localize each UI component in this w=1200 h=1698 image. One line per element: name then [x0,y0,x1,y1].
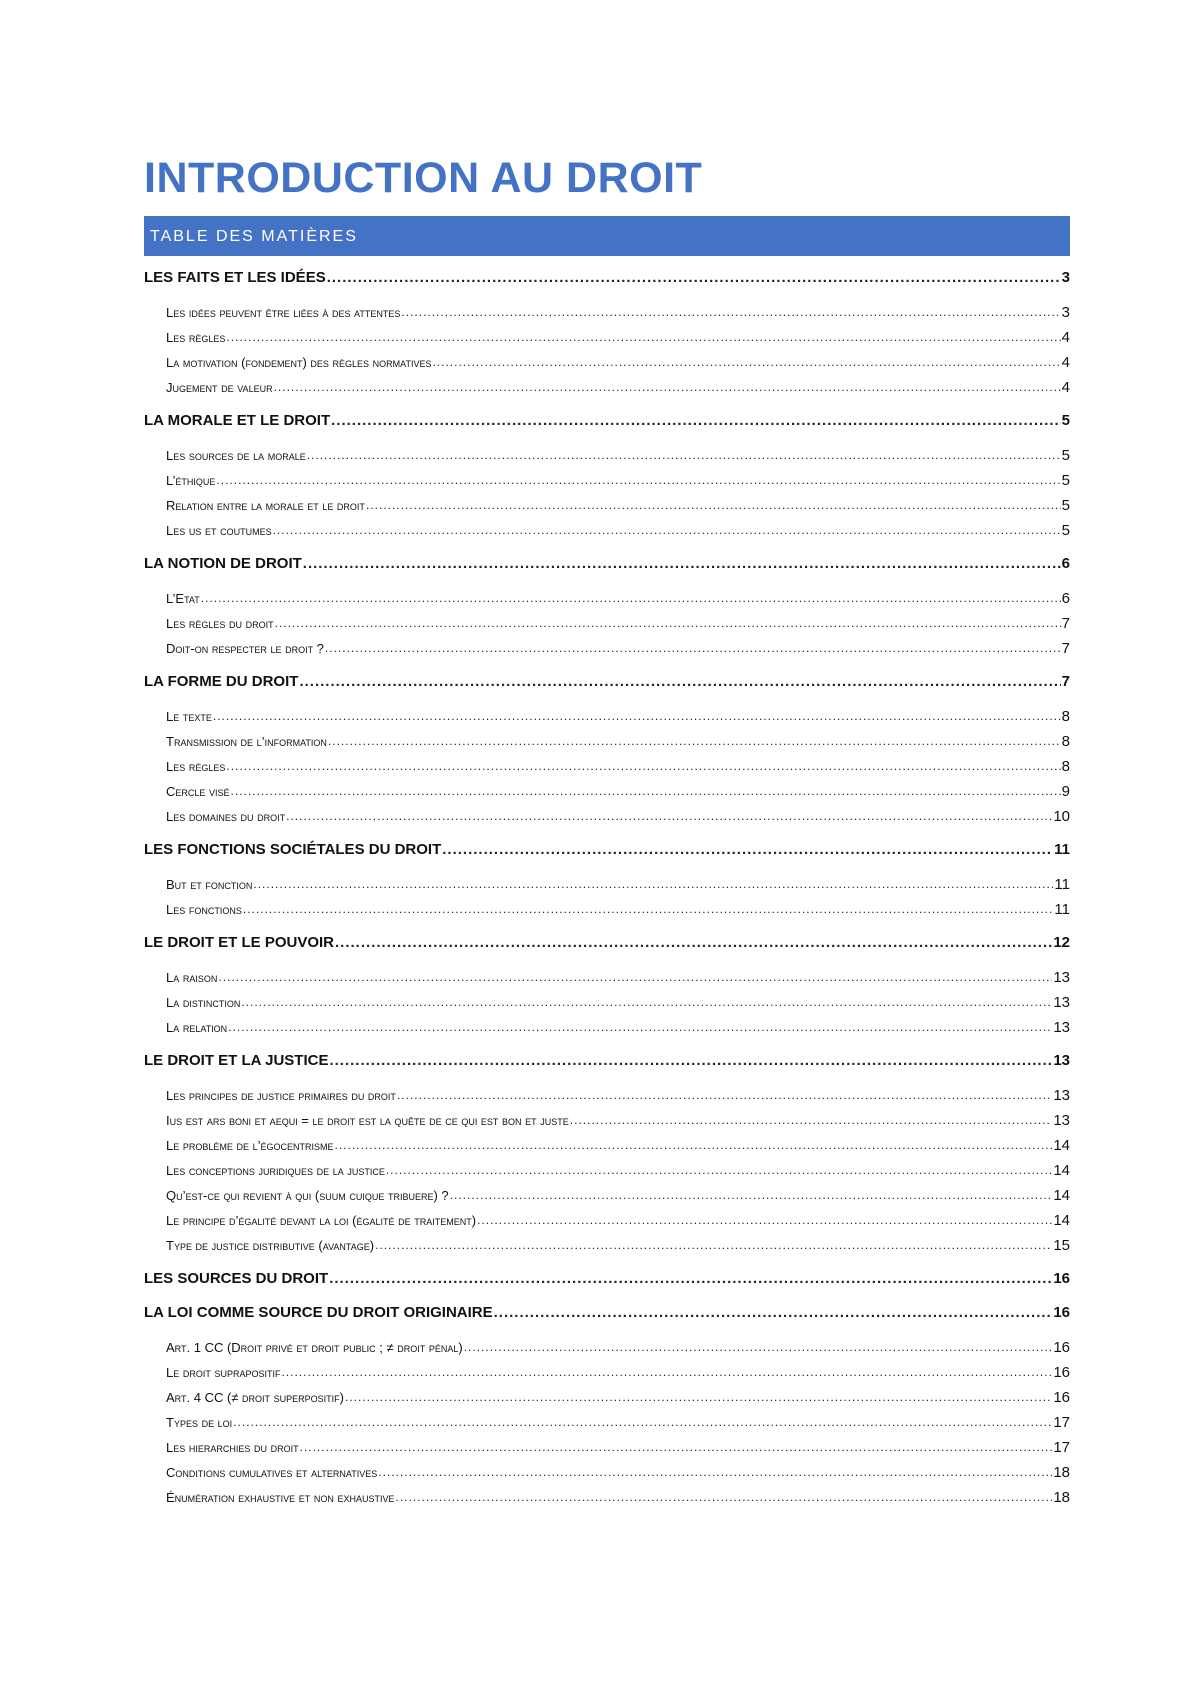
toc-page-number: 6 [1061,590,1070,607]
toc-page-number: 8 [1061,758,1070,775]
toc-subsection-title: Les us et coutumes [166,523,272,538]
toc-section-title: LA MORALE ET LE DROIT [144,412,331,429]
toc-page-number: 16 [1053,1364,1070,1381]
toc-page-number: 11 [1054,876,1070,893]
toc-page-number: 5 [1061,497,1070,514]
toc-subsection-entry[interactable] [144,325,1070,350]
toc-subsection-entry[interactable] [144,350,1070,375]
toc-subsection-entry[interactable] [144,468,1070,493]
toc-section-entry[interactable] [144,1267,1070,1291]
toc-page-number: 17 [1053,1414,1070,1431]
dot-leader [226,754,1060,779]
toc-subsection-entry[interactable] [144,1158,1070,1183]
toc-subsection-entry[interactable] [144,1385,1070,1410]
toc-subsection-entry[interactable] [144,1435,1070,1460]
toc-section-title: LA LOI COMME SOURCE DU DROIT ORIGINAIRE [144,1304,493,1321]
toc-section [144,409,1070,543]
toc-page-number: 7 [1061,615,1070,632]
dot-leader [329,1049,1052,1073]
toc-subsection-title: Les conceptions juridiques de la justice [166,1163,385,1178]
toc-subsection-entry[interactable] [144,636,1070,661]
toc-page-number: 4 [1061,329,1070,346]
dot-leader [213,704,1061,729]
toc-section-entry[interactable] [144,931,1070,955]
toc-subsection-title: Les idées peuvent être liées à des attentes [166,305,401,320]
dot-leader [570,1108,1053,1133]
dot-leader [253,872,1053,897]
toc-page-number: 15 [1053,1237,1070,1254]
toc-subsection-entry[interactable] [144,1183,1070,1208]
toc-subsection-title: Doit-on respecter le droit ? [166,641,324,656]
toc-subsection-title: Transmission de l’information [166,734,327,749]
toc-subsection-entry[interactable] [144,586,1070,611]
toc-section-title: LA FORME DU DROIT [144,673,299,690]
toc-section-title: LE DROIT ET LA JUSTICE [144,1052,329,1069]
toc-subsection-title: La relation [166,1020,228,1035]
toc-page-number: 6 [1061,555,1070,572]
table-of-contents [144,266,1070,1510]
toc-subsection-entry[interactable] [144,965,1070,990]
dot-leader [494,1301,1053,1325]
toc-page-number: 13 [1053,1052,1070,1069]
toc-page-number: 13 [1053,969,1070,986]
dot-leader [226,325,1060,350]
toc-page-number: 17 [1053,1439,1070,1456]
toc-subsection-title: Jugement de valeur [166,380,273,395]
toc-subsection-title: Cercle visé [166,784,230,799]
toc-subsection-title: La raison [166,970,218,985]
toc-page-number: 14 [1053,1187,1070,1204]
dot-leader [299,670,1060,694]
toc-subsection-title: L’éthique [166,473,216,488]
toc-section-entry[interactable] [144,409,1070,433]
dot-leader [401,300,1060,325]
dot-leader [335,1133,1053,1158]
toc-page-number: 3 [1061,269,1070,286]
dot-leader [328,729,1061,754]
dot-leader [442,838,1053,862]
toc-page-number: 9 [1061,783,1070,800]
toc-subsection-title: Le principe d’égalité devant la loi (égalité de traitement) [166,1213,477,1228]
dot-leader [231,779,1061,804]
dot-leader [281,1360,1052,1385]
dot-leader [386,1158,1052,1183]
toc-subsection-entry[interactable] [144,779,1070,804]
dot-leader [329,1267,1052,1291]
toc-page-number: 14 [1053,1212,1070,1229]
dot-leader [366,493,1061,518]
toc-subsection-entry[interactable] [144,1485,1070,1510]
toc-page-number: 5 [1061,412,1070,429]
toc-section-title: LA NOTION DE DROIT [144,555,302,572]
toc-subsection-title: Les règles [166,330,226,345]
toc-subsection-entry[interactable] [144,1335,1070,1360]
toc-page-number: 11 [1054,901,1070,918]
toc-section [144,1267,1070,1291]
toc-page-number: 4 [1061,354,1070,371]
toc-subsection-title: Le texte [166,709,212,724]
toc-subsection-entry[interactable] [144,1108,1070,1133]
toc-subsection-title: Les règles [166,759,226,774]
dot-leader [201,586,1061,611]
dot-leader [395,1485,1052,1510]
toc-section [144,838,1070,922]
document-page [144,150,1070,1510]
dot-leader [335,931,1052,955]
toc-section [144,931,1070,1040]
dot-leader [432,350,1060,375]
toc-page-number: 14 [1053,1137,1070,1154]
toc-page-number: 5 [1061,472,1070,489]
toc-subsection-entry[interactable] [144,1460,1070,1485]
toc-subsection-entry[interactable] [144,990,1070,1015]
toc-subsection-title: La motivation (fondement) des règles normatives [166,355,432,370]
dot-leader [331,409,1061,433]
toc-section-title: LE DROIT ET LE POUVOIR [144,934,335,951]
toc-page-number: 13 [1053,1019,1070,1036]
toc-page-number: 7 [1061,673,1070,690]
dot-leader [233,1410,1052,1435]
toc-page-number: 16 [1053,1304,1070,1321]
toc-page-number: 16 [1053,1389,1070,1406]
toc-subsection-entry[interactable] [144,872,1070,897]
toc-section-entry[interactable] [144,670,1070,694]
toc-subsection-entry[interactable] [144,1410,1070,1435]
toc-section-title: LES FAITS ET LES IDÉES [144,269,326,286]
toc-section-title: LES FONCTIONS SOCIÉTALES DU DROIT [144,841,442,858]
toc-section [144,552,1070,661]
toc-subsection-title: Les règles du droit [166,616,274,631]
toc-subsection-entry[interactable] [144,754,1070,779]
dot-leader [274,375,1061,400]
dot-leader [218,965,1052,990]
toc-subsection-entry[interactable] [144,443,1070,468]
toc-section-entry[interactable] [144,266,1070,290]
dot-leader [378,1460,1052,1485]
toc-page-number: 13 [1053,1112,1070,1129]
toc-page-number: 11 [1054,841,1070,858]
toc-section [144,1049,1070,1258]
dot-leader [243,897,1054,922]
toc-subsection-title: Type de justice distributive (avantage) [166,1238,375,1253]
toc-subsection-title: La distinction [166,995,241,1010]
toc-subsection-title: Les hierarchies du droit [166,1440,299,1455]
dot-leader [397,1083,1052,1108]
dot-leader [325,636,1061,661]
toc-subsection-entry[interactable] [144,1208,1070,1233]
toc-subsection-entry[interactable] [144,897,1070,922]
toc-subsection-title: Ius est ars boni et aequi = le droit est la quête de ce qui est bon et juste [166,1113,569,1128]
toc-page-number: 16 [1053,1270,1070,1287]
dot-leader [464,1335,1053,1360]
toc-page-number: 10 [1053,808,1070,825]
dot-leader [375,1233,1052,1258]
dot-leader [303,552,1061,576]
dot-leader [228,1015,1052,1040]
toc-subsection-entry[interactable] [144,611,1070,636]
toc-section [144,266,1070,400]
toc-subsection-title: Relation entre la morale et le droit [166,498,365,513]
toc-subsection-entry[interactable] [144,729,1070,754]
dot-leader [307,443,1061,468]
toc-section-entry[interactable] [144,1301,1070,1325]
toc-page-number: 3 [1061,304,1070,321]
toc-section-title: LES SOURCES DU DROIT [144,1270,329,1287]
toc-subsection-title: Qu’est-ce qui revient à qui (suum cuique tribuere) ? [166,1188,449,1203]
toc-subsection-title: Les principes de justice primaires du droit [166,1088,396,1103]
toc-section-entry[interactable] [144,552,1070,576]
toc-subsection-title: Conditions cumulatives et alternatives [166,1465,378,1480]
toc-page-number: 14 [1053,1162,1070,1179]
toc-subsection-title: Le problème de l’égocentrisme [166,1138,334,1153]
toc-subsection-entry[interactable] [144,1083,1070,1108]
toc-section [144,670,1070,829]
toc-page-number: 8 [1061,733,1070,750]
toc-subsection-title: Art. 4 CC (≠ droit superpositif) [166,1390,344,1405]
toc-section [144,1301,1070,1510]
toc-subsection-entry[interactable] [144,518,1070,543]
dot-leader [345,1385,1052,1410]
toc-subsection-title: But et fonction [166,877,253,892]
toc-subsection-title: Énumération exhaustive et non exhaustive [166,1490,395,1505]
toc-page-number: 12 [1053,934,1070,951]
toc-subsection-entry[interactable] [144,804,1070,829]
toc-subsection-entry[interactable] [144,1133,1070,1158]
dot-leader [477,1208,1052,1233]
dot-leader [450,1183,1053,1208]
dot-leader [327,266,1061,290]
toc-subsection-title: Les fonctions [166,902,242,917]
dot-leader [241,990,1052,1015]
toc-section-entry[interactable] [144,838,1070,862]
dot-leader [286,804,1052,829]
toc-subsection-title: Le droit suprapositif [166,1365,281,1380]
dot-leader [275,611,1061,636]
toc-subsection-title: Types de loi [166,1415,233,1430]
toc-page-number: 4 [1061,379,1070,396]
document-title: INTRODUCTION AU DROIT [144,154,703,202]
toc-page-number: 5 [1061,522,1070,539]
dot-leader [273,518,1061,543]
dot-leader [216,468,1060,493]
toc-section-entry[interactable] [144,1049,1070,1073]
toc-subsection-entry[interactable] [144,1015,1070,1040]
toc-subsection-entry[interactable] [144,1360,1070,1385]
toc-subsection-title: Art. 1 CC (Droit privé et droit public ; ≠ droit pénal) [166,1340,463,1355]
toc-page-number: 18 [1053,1489,1070,1506]
toc-page-number: 7 [1061,640,1070,657]
toc-subsection-entry[interactable] [144,493,1070,518]
toc-page-number: 13 [1053,994,1070,1011]
toc-page-number: 18 [1053,1464,1070,1481]
toc-subsection-title: L’Etat [166,591,200,606]
toc-page-number: 16 [1053,1339,1070,1356]
toc-page-number: 13 [1053,1087,1070,1104]
toc-subsection-title: Les domaines du droit [166,809,286,824]
dot-leader [300,1435,1053,1460]
toc-page-number: 8 [1061,708,1070,725]
toc-subsection-entry[interactable] [144,300,1070,325]
toc-subsection-entry[interactable] [144,704,1070,729]
toc-subsection-title: Les sources de la morale [166,448,306,463]
toc-subsection-entry[interactable] [144,375,1070,400]
toc-heading: TABLE DES MATIÈRES [144,216,1070,256]
toc-page-number: 5 [1061,447,1070,464]
toc-subsection-entry[interactable] [144,1233,1070,1258]
